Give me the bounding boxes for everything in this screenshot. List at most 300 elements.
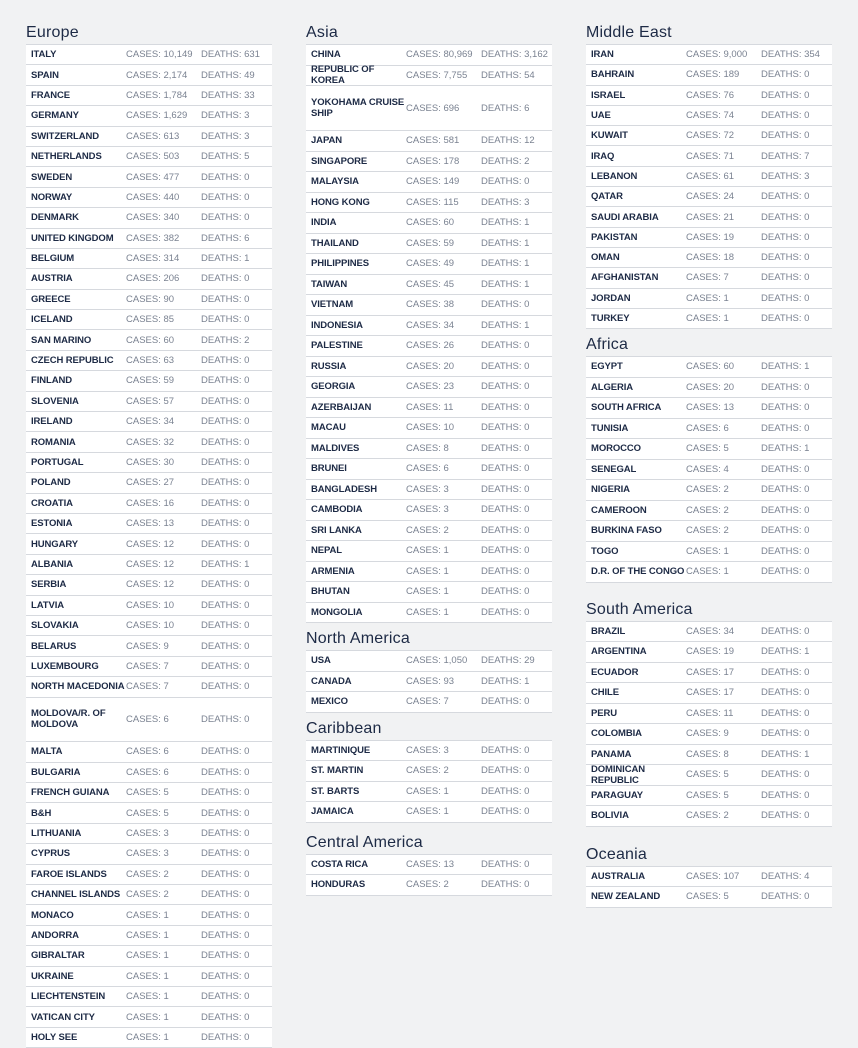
country-name: BRAZIL: [591, 625, 626, 637]
deaths-count: DEATHS: 0: [201, 1031, 250, 1043]
deaths-count: DEATHS: 3,162: [481, 49, 548, 61]
cases-count: CASES: 34: [126, 416, 175, 428]
country-name: D.R. OF THE CONGO: [591, 566, 685, 578]
table-row: [26, 905, 272, 925]
deaths-count: DEATHS: 0: [201, 212, 250, 224]
country-name: REPUBLIC OF KOREA: [311, 64, 375, 87]
country-name: TOGO: [591, 545, 619, 557]
deaths-count: DEATHS: 0: [481, 299, 530, 311]
cases-count: CASES: 2: [406, 879, 449, 891]
table-row: [306, 582, 552, 603]
country-name: LUXEMBOURG: [31, 660, 99, 672]
table-row: [26, 208, 272, 228]
cases-count: CASES: 7: [406, 696, 449, 708]
cases-count: CASES: 581: [406, 135, 460, 147]
deaths-count: DEATHS: 29: [481, 655, 535, 667]
deaths-count: DEATHS: 0: [481, 765, 530, 777]
country-name: COSTA RICA: [311, 858, 369, 870]
country-name: CROATIA: [31, 497, 73, 509]
cases-count: CASES: 2: [686, 504, 729, 516]
deaths-count: DEATHS: 0: [761, 69, 810, 81]
deaths-count: DEATHS: 0: [761, 463, 810, 475]
table-row: [586, 724, 832, 745]
table-row: [586, 622, 832, 643]
table-row: [306, 234, 552, 255]
country-name: TURKEY: [591, 313, 630, 324]
region-title-central-america: Central America: [306, 833, 423, 851]
cases-count: CASES: 3: [126, 848, 169, 860]
country-name: TAIWAN: [311, 278, 348, 290]
table-row: [586, 248, 832, 268]
table-row: [306, 86, 552, 131]
deaths-count: DEATHS: 0: [201, 191, 250, 203]
table-row: [26, 1007, 272, 1027]
deaths-count: DEATHS: 0: [201, 314, 250, 326]
deaths-count: DEATHS: 7: [761, 150, 810, 162]
table-row: [26, 946, 272, 966]
table-row: [306, 213, 552, 234]
table-row: [26, 432, 272, 452]
table-row: [26, 885, 272, 905]
country-name: LATVIA: [31, 599, 64, 611]
cases-count: CASES: 1: [406, 785, 449, 797]
deaths-count: DEATHS: 0: [481, 879, 530, 891]
country-name: PERU: [591, 707, 617, 719]
cases-count: CASES: 6: [126, 746, 169, 758]
country-name: SLOVAKIA: [31, 620, 79, 632]
cases-count: CASES: 10: [126, 599, 175, 611]
cases-count: CASES: 93: [406, 675, 455, 687]
deaths-count: DEATHS: 0: [201, 436, 250, 448]
table-row: [26, 86, 272, 106]
country-name: ALBANIA: [31, 558, 74, 570]
region-asia: [306, 22, 552, 623]
country-name: BELGIUM: [31, 253, 75, 265]
cases-count: CASES: 72: [686, 130, 735, 142]
cases-count: CASES: 3: [126, 828, 169, 840]
deaths-count: DEATHS: 0: [481, 858, 530, 870]
table-row: [586, 106, 832, 126]
table-row: [306, 193, 552, 214]
deaths-count: DEATHS: 6: [201, 232, 250, 244]
table-row: [586, 419, 832, 440]
country-name: SERBIA: [31, 579, 67, 591]
table-row: [306, 672, 552, 693]
country-name: FRENCH GUIANA: [31, 787, 110, 799]
cases-count: CASES: 1: [126, 991, 169, 1003]
deaths-count: DEATHS: 0: [761, 130, 810, 142]
deaths-count: DEATHS: 0: [201, 950, 250, 962]
cases-count: CASES: 440: [126, 191, 180, 203]
country-name: PHILIPPINES: [311, 258, 370, 270]
deaths-count: DEATHS: 0: [761, 422, 810, 434]
deaths-count: DEATHS: 49: [201, 69, 255, 81]
deaths-count: DEATHS: 0: [201, 930, 250, 941]
cases-count: CASES: 11: [686, 707, 734, 719]
country-name: MONACO: [31, 909, 74, 921]
cases-count: CASES: 34: [686, 625, 735, 637]
country-name: CYPRUS: [31, 848, 70, 860]
deaths-count: DEATHS: 0: [201, 868, 250, 880]
deaths-count: DEATHS: 0: [481, 463, 530, 475]
country-name: AUSTRIA: [31, 273, 73, 285]
country-name: DOMINICAN REPUBLIC: [591, 763, 645, 786]
table-row: [586, 309, 832, 329]
table-row: [26, 310, 272, 330]
table-row: [586, 642, 832, 663]
column-right: [586, 22, 832, 908]
country-name: TUNISIA: [591, 422, 629, 434]
country-name: NORWAY: [31, 191, 73, 203]
deaths-count: DEATHS: 0: [481, 504, 530, 516]
deaths-count: DEATHS: 0: [761, 891, 810, 903]
cases-count: CASES: 20: [686, 381, 735, 393]
deaths-count: DEATHS: 0: [201, 828, 250, 840]
region-table-oceania: [586, 866, 832, 908]
region-table-europe: [26, 44, 272, 1048]
table-row: [586, 187, 832, 207]
country-name: MALAYSIA: [311, 176, 359, 188]
cases-count: CASES: 6: [126, 766, 169, 778]
table-row: [306, 562, 552, 583]
country-name: INDIA: [311, 217, 337, 229]
cases-count: CASES: 13: [686, 402, 735, 414]
table-row: [26, 351, 272, 371]
deaths-count: DEATHS: 1: [481, 278, 530, 290]
region-table-asia: [306, 44, 552, 623]
cases-count: CASES: 5: [686, 769, 729, 781]
country-name: MEXICO: [311, 696, 348, 708]
cases-count: CASES: 61: [686, 170, 735, 182]
deaths-count: DEATHS: 0: [481, 696, 530, 708]
cases-count: CASES: 8: [686, 748, 729, 760]
cases-count: CASES: 60: [686, 361, 735, 373]
deaths-count: DEATHS: 0: [481, 806, 530, 818]
deaths-count: DEATHS: 0: [201, 1011, 250, 1023]
deaths-count: DEATHS: 0: [481, 422, 530, 434]
table-row: [26, 249, 272, 269]
country-name: NORTH MACEDONIA: [31, 681, 125, 693]
table-row: [26, 555, 272, 575]
cases-count: CASES: 59: [126, 375, 175, 387]
table-row: [586, 521, 832, 542]
country-name: ST. BARTS: [311, 785, 360, 797]
country-name: PAKISTAN: [591, 231, 638, 243]
country-name: HONDURAS: [311, 879, 366, 891]
table-row: [26, 763, 272, 783]
deaths-count: DEATHS: 354: [761, 49, 820, 61]
country-name: FRANCE: [31, 89, 70, 101]
country-name: BOLIVIA: [591, 810, 629, 822]
deaths-count: DEATHS: 0: [761, 252, 810, 264]
country-name: LIECHTENSTEIN: [31, 991, 106, 1003]
deaths-count: DEATHS: 0: [201, 538, 250, 550]
deaths-count: DEATHS: 0: [481, 442, 530, 454]
cases-count: CASES: 12: [126, 538, 175, 550]
cases-count: CASES: 1: [126, 970, 169, 982]
table-row: [306, 295, 552, 316]
deaths-count: DEATHS: 0: [481, 586, 530, 598]
country-name: SINGAPORE: [311, 155, 368, 167]
table-row: [306, 500, 552, 521]
cases-count: CASES: 3: [406, 744, 449, 756]
table-row: [586, 501, 832, 522]
table-row: [26, 967, 272, 987]
country-name: FAROE ISLANDS: [31, 868, 107, 880]
table-row: [26, 698, 272, 743]
table-row: [306, 66, 552, 87]
country-name: COLOMBIA: [591, 728, 642, 740]
country-name: PALESTINE: [311, 340, 363, 352]
cases-count: CASES: 20: [406, 360, 455, 372]
cases-count: CASES: 16: [126, 497, 175, 509]
country-name: ALGERIA: [591, 381, 634, 393]
cases-count: CASES: 49: [406, 258, 455, 270]
table-row: [26, 167, 272, 187]
cases-count: CASES: 17: [686, 687, 735, 699]
deaths-count: DEATHS: 0: [761, 381, 810, 393]
country-name: CANADA: [311, 675, 352, 687]
deaths-count: DEATHS: 0: [761, 687, 810, 699]
table-row: [306, 855, 552, 876]
deaths-count: DEATHS: 0: [761, 191, 810, 203]
cases-count: CASES: 8: [406, 442, 449, 454]
region-title-north-america: North America: [306, 630, 410, 647]
deaths-count: DEATHS: 0: [201, 355, 250, 367]
cases-count: CASES: 1: [406, 586, 449, 598]
deaths-count: DEATHS: 1: [481, 675, 530, 687]
deaths-count: DEATHS: 0: [761, 313, 810, 324]
country-name: GERMANY: [31, 110, 79, 122]
cases-count: CASES: 63: [126, 355, 175, 367]
table-row: [26, 534, 272, 554]
table-row: [586, 745, 832, 766]
cases-count: CASES: 1: [126, 909, 169, 921]
table-row: [306, 316, 552, 337]
deaths-count: DEATHS: 0: [761, 525, 810, 537]
country-name: SAN MARINO: [31, 334, 92, 346]
deaths-count: DEATHS: 0: [201, 416, 250, 428]
cases-count: CASES: 71: [686, 150, 735, 162]
cases-count: CASES: 6: [406, 463, 449, 475]
deaths-count: DEATHS: 0: [201, 766, 250, 778]
deaths-count: DEATHS: 0: [481, 381, 530, 393]
country-name: BHUTAN: [311, 586, 350, 598]
deaths-count: DEATHS: 3: [761, 170, 810, 182]
country-name: ECUADOR: [591, 666, 639, 678]
cases-count: CASES: 2: [686, 525, 729, 537]
country-name: CZECH REPUBLIC: [31, 355, 114, 367]
deaths-count: DEATHS: 5: [201, 151, 250, 163]
table-row: [586, 378, 832, 399]
cases-count: CASES: 206: [126, 273, 180, 285]
country-name: IRAQ: [591, 150, 615, 162]
table-row: [26, 596, 272, 616]
table-row: [306, 439, 552, 460]
deaths-count: DEATHS: 3: [201, 110, 250, 122]
cases-count: CASES: 34: [406, 319, 455, 331]
cases-count: CASES: 12: [126, 579, 175, 591]
table-row: [586, 86, 832, 106]
country-name: AFGHANISTAN: [591, 272, 659, 284]
cases-count: CASES: 503: [126, 151, 180, 163]
deaths-count: DEATHS: 6: [481, 102, 530, 114]
deaths-count: DEATHS: 0: [201, 909, 250, 921]
table-row: [586, 398, 832, 419]
deaths-count: DEATHS: 0: [201, 848, 250, 860]
cases-count: CASES: 382: [126, 232, 180, 244]
deaths-count: DEATHS: 0: [481, 340, 530, 352]
table-row: [586, 167, 832, 187]
table-row: [306, 336, 552, 357]
deaths-count: DEATHS: 1: [481, 217, 530, 229]
cases-count: CASES: 30: [126, 457, 175, 468]
cases-count: CASES: 7,755: [406, 69, 468, 81]
cases-count: CASES: 696: [406, 102, 460, 114]
cases-count: CASES: 340: [126, 212, 180, 224]
cases-count: CASES: 59: [406, 237, 455, 249]
table-row: [586, 289, 832, 309]
table-row: [586, 126, 832, 146]
cases-count: CASES: 1: [686, 292, 729, 304]
region-table-africa: [586, 356, 832, 583]
deaths-count: DEATHS: 1: [201, 558, 250, 570]
cases-count: CASES: 1: [406, 565, 449, 577]
table-row: [586, 228, 832, 248]
cases-count: CASES: 1: [686, 313, 729, 324]
cases-count: CASES: 2: [686, 484, 729, 496]
table-row: [306, 459, 552, 480]
cases-count: CASES: 13: [406, 858, 455, 870]
cases-count: CASES: 1,784: [126, 89, 188, 101]
table-row: [26, 926, 272, 946]
cases-count: CASES: 1,050: [406, 655, 468, 667]
table-row: [26, 677, 272, 697]
country-name: JAPAN: [311, 135, 342, 147]
deaths-count: DEATHS: 0: [761, 504, 810, 516]
country-name: ANDORRA: [31, 930, 79, 941]
deaths-count: DEATHS: 1: [201, 253, 250, 265]
country-name: ROMANIA: [31, 436, 76, 448]
deaths-count: DEATHS: 0: [761, 231, 810, 243]
deaths-count: DEATHS: 0: [201, 640, 250, 652]
table-row: [26, 657, 272, 677]
table-row: [306, 741, 552, 762]
cases-count: CASES: 149: [406, 176, 460, 188]
table-row: [586, 867, 832, 888]
deaths-count: DEATHS: 2: [201, 334, 250, 346]
deaths-count: DEATHS: 0: [201, 375, 250, 387]
deaths-count: DEATHS: 0: [201, 518, 250, 530]
table-row: [26, 824, 272, 844]
country-name: ARMENIA: [311, 565, 355, 577]
cases-count: CASES: 12: [126, 558, 175, 570]
table-row: [26, 269, 272, 289]
deaths-count: DEATHS: 0: [761, 810, 810, 822]
country-name: NIGERIA: [591, 484, 630, 496]
country-name: VATICAN CITY: [31, 1011, 95, 1023]
deaths-count: DEATHS: 0: [481, 524, 530, 536]
table-row: [26, 127, 272, 147]
deaths-count: DEATHS: 0: [761, 545, 810, 557]
table-row: [586, 542, 832, 563]
cases-count: CASES: 19: [686, 646, 735, 658]
country-name: FINLAND: [31, 375, 72, 387]
country-name: SPAIN: [31, 69, 59, 81]
cases-count: CASES: 1: [406, 545, 449, 557]
cases-count: CASES: 2: [406, 524, 449, 536]
deaths-count: DEATHS: 0: [761, 566, 810, 578]
deaths-count: DEATHS: 0: [481, 483, 530, 495]
region-table-north-america: [306, 650, 552, 713]
region-table-south-america: [586, 621, 832, 827]
region-central-america: [306, 832, 552, 896]
cases-count: CASES: 1: [406, 806, 449, 818]
deaths-count: DEATHS: 1: [481, 237, 530, 249]
deaths-count: DEATHS: 0: [201, 579, 250, 591]
deaths-count: DEATHS: 0: [201, 991, 250, 1003]
country-name: KUWAIT: [591, 130, 628, 142]
region-north-america: [306, 628, 552, 713]
country-name: HOLY SEE: [31, 1031, 78, 1043]
country-name: HONG KONG: [311, 196, 370, 208]
cases-count: CASES: 76: [686, 89, 735, 101]
country-name: MALDIVES: [311, 442, 360, 454]
table-row: [26, 783, 272, 803]
country-name: CAMBODIA: [311, 504, 363, 516]
table-row: [306, 398, 552, 419]
cases-count: CASES: 115: [406, 196, 459, 208]
table-row: [306, 761, 552, 782]
country-name: BELARUS: [31, 640, 77, 652]
country-name: UAE: [591, 110, 611, 122]
cases-count: CASES: 24: [686, 191, 735, 203]
cases-count: CASES: 613: [126, 130, 180, 142]
deaths-count: DEATHS: 0: [201, 497, 250, 509]
deaths-count: DEATHS: 0: [201, 807, 250, 819]
country-name: ESTONIA: [31, 518, 73, 530]
cases-count: CASES: 9: [126, 640, 169, 652]
deaths-count: DEATHS: 0: [201, 681, 250, 693]
deaths-count: DEATHS: 0: [201, 970, 250, 982]
table-row: [586, 146, 832, 166]
country-name: CHANNEL ISLANDS: [31, 889, 121, 901]
cases-count: CASES: 10,149: [126, 49, 193, 61]
table-row: [306, 875, 552, 896]
country-name: PARAGUAY: [591, 789, 643, 801]
cases-count: CASES: 45: [406, 278, 455, 290]
deaths-count: DEATHS: 1: [481, 319, 530, 331]
table-row: [586, 562, 832, 583]
deaths-count: DEATHS: 0: [761, 666, 810, 678]
cases-count: CASES: 13: [126, 518, 175, 530]
deaths-count: DEATHS: 1: [761, 361, 810, 373]
table-row: [586, 704, 832, 725]
deaths-count: DEATHS: 631: [201, 49, 260, 61]
country-name: SOUTH AFRICA: [591, 402, 662, 414]
table-row: [306, 357, 552, 378]
cases-count: CASES: 9: [686, 728, 729, 740]
table-row: [586, 683, 832, 704]
cases-count: CASES: 6: [686, 422, 729, 434]
deaths-count: DEATHS: 12: [481, 135, 535, 147]
cases-count: CASES: 21: [686, 211, 735, 223]
country-name: SENEGAL: [591, 463, 637, 475]
cases-count: CASES: 1: [686, 566, 729, 578]
country-name: BRUNEI: [311, 463, 347, 475]
country-name: UNITED KINGDOM: [31, 232, 114, 244]
deaths-count: DEATHS: 0: [481, 606, 530, 618]
